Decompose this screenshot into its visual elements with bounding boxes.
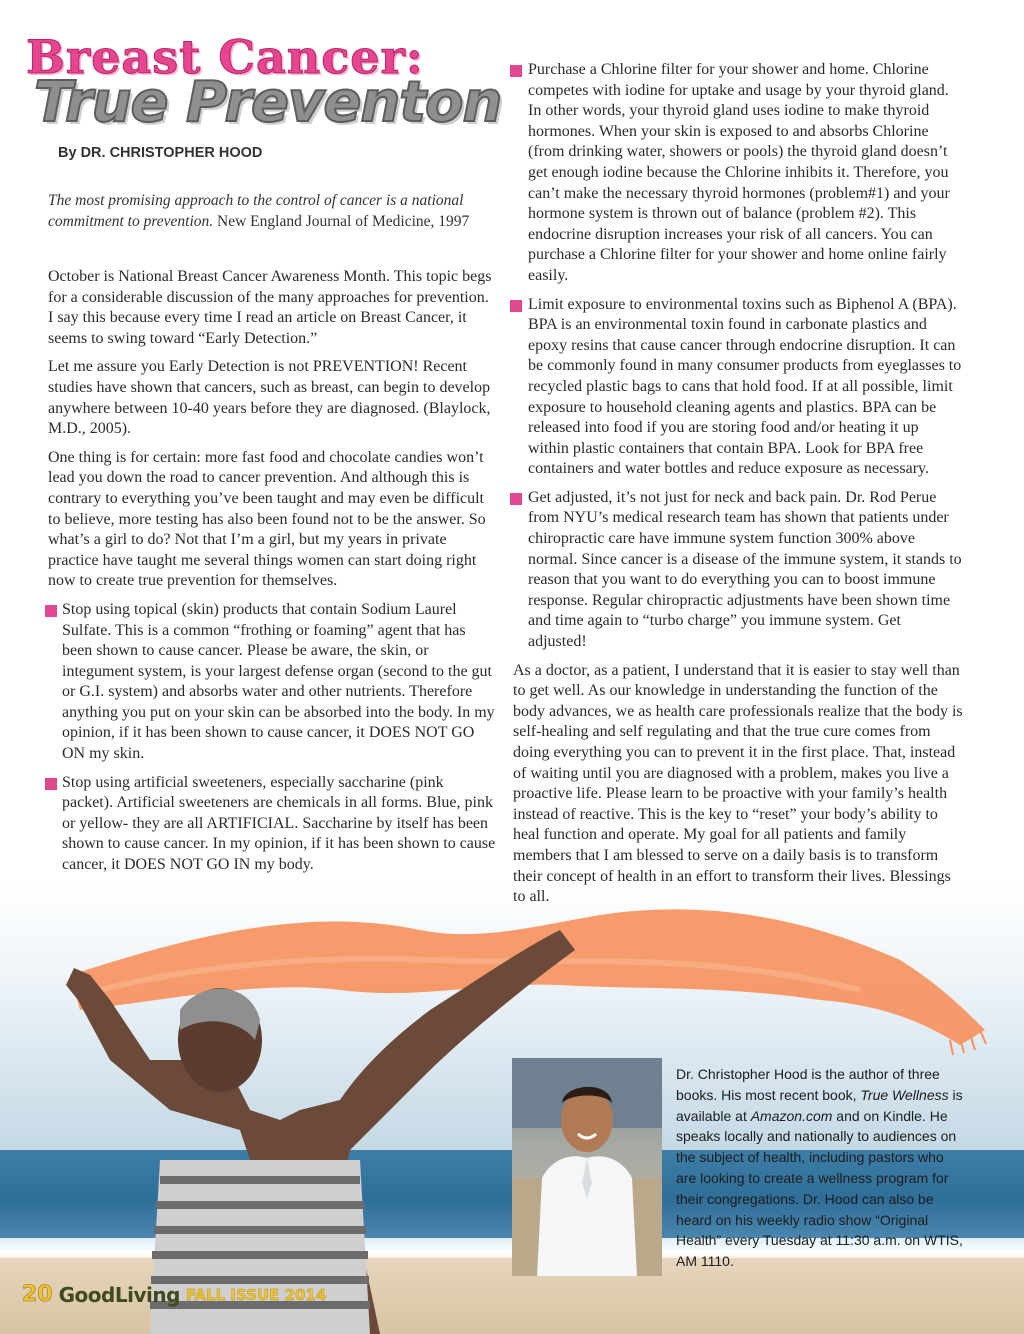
bullet-item	[48, 600, 496, 765]
bullet-text: Stop using topical (skin) products that contain Sodium Laurel Sulfate. This is a common “frothing or foaming” agent that has been shown to cause cancer. Please be aware, the skin, or integument system, is your largest defense organ (second to the gut or G.I. system) and absorbs water and other nutrients. Therefore anything you put on your skin can be absorbed into the body. In my opinion, if it has been shown to cause cancer, it DOES NOT GO ON my skin.	[62, 600, 495, 763]
book-title: True Wellness	[860, 1086, 949, 1103]
paragraph: Let me assure you Early Detection is not PREVENTION! Recent studies have shown that cancers, such as breast, can begin to develop anywhere between 10-40 years before they are diagnosed. (Blaylock, M.D., 2005).	[48, 358, 491, 438]
author-bio	[676, 1064, 966, 1272]
pink-bullet-square-icon	[510, 65, 522, 77]
left-column	[48, 267, 496, 884]
page-number: 20	[22, 1282, 53, 1307]
issue-label: FALL ISSUE 2014	[185, 1285, 327, 1304]
paragraph: October is National Breast Cancer Awareness Month. This topic begs for a considerable discussion of the many approaches for prevention. I say this because every time I read an article on Breast Cancer, it seems to swing toward “Early Detection.”	[48, 268, 492, 347]
pink-bullet-square-icon	[45, 605, 57, 617]
website-name: Amazon.com	[750, 1107, 833, 1124]
bio-text: and on Kindle. He speaks locally and nationally to audiences on the subject of health, including pastors who are looking to create a wellness program for their congregations. Dr. Hood can also be heard on his weekly radio show “Original Health” every Tuesday at 11:30 a.m. on WTIS, AM 1110.	[676, 1107, 963, 1270]
author-portrait-image	[512, 1058, 662, 1276]
bullet-text: Limit exposure to environmental toxins such as Biphenol A (BPA). BPA is an environmental toxin found in carbonate plastics and epoxy resins that cause cancer through endocrine disruption. It can be commonly found in many consumer products from eyeglasses to recycled plastic bags to cans that hold food. If at all possible, limit exposure to household cleaning agents and plastics. BPA can be released into food if you are storing food and/or heating it up within plastic containers that contain BPA. Look for BPA free containers and water bottles and reduce exposure as necessary.	[528, 295, 962, 478]
bullet-text: Stop using artificial sweeteners, especially saccharine (pink packet). Artificial sweeteners are chemicals in all forms. Blue, pink or yellow- they are all ARTIFICIAL. Saccharine by itself has been shown to cause cancer. In my opinion, if it has been shown to cause cancer, it DOES NOT GO IN my body.	[62, 773, 496, 874]
bio-text: is available at	[676, 1086, 963, 1124]
right-column	[513, 60, 963, 916]
magazine-brand: GoodLiving	[58, 1282, 180, 1307]
article-title-line1: Breast Cancer:	[26, 30, 424, 84]
bullet-item	[513, 60, 963, 287]
quote-source: New England Journal of Medicine, 1997	[217, 213, 470, 230]
bio-text: Dr. Christopher Hood is the author of three books. His most recent book,	[676, 1066, 940, 1103]
paragraph: One thing is for certain: more fast food and chocolate candies won’t lead you down the road to cancer prevention. And although this is contrary to everything you’ve been taught and may even be difficult to believe, more testing has also been found not to be the answer. So what’s a girl to do? Not that I’m a girl, but my years in private practice have taught me several things women can start doing right now to create true prevention for themselves.	[48, 448, 486, 590]
closing-paragraph: As a doctor, as a patient, I understand that it is easier to stay well than to get well. As our knowledge in understanding the function of the body advances, we as health care professionals realize that the body is self-healing and self regulating and that the true cure comes from doing everything you can to prevent it in the first place. That, instead of waiting until you are diagnosed with a problem, makes you live a proactive life. Please learn to be proactive with your family’s health instead of reactive. This is the key to “reset” your body’s ability to heal function and operate. My goal for all patients and family members that I am blessed to serve on a daily basis is to transform their concept of health in an effort to transform their lives. Blessings to all.	[513, 661, 963, 906]
opening-quote	[48, 190, 493, 232]
bullet-item	[513, 295, 963, 480]
article-title-line2: True Preventon	[34, 70, 502, 135]
bullet-text: Get adjusted, it’s not just for neck and back pain. Dr. Rod Perue from NYU’s medical research team has shown that patients under chiropractic care have immune system function 300% above normal. Since cancer is a disease of the immune system, it stands to reason that you want to do everything you can to boost immune response. Regular chiropractic adjustments have been shown time and time again to “turbo charge” you immune system. Get adjusted!	[528, 488, 962, 651]
pink-bullet-square-icon	[510, 493, 522, 505]
pink-bullet-square-icon	[510, 300, 522, 312]
pink-bullet-square-icon	[45, 778, 57, 790]
page-footer	[22, 1282, 326, 1316]
author-byline: By DR. CHRISTOPHER HOOD	[58, 145, 263, 161]
bullet-item	[48, 773, 496, 876]
bullet-item	[513, 488, 963, 653]
author-photo	[512, 1058, 662, 1276]
quote-text: The most promising approach to the control of cancer is a national commitment to prevention.	[48, 192, 464, 230]
bullet-text: Purchase a Chlorine filter for your shower and home. Chlorine competes with iodine for uptake and usage by your thyroid gland. In other words, your thyroid gland uses iodine to make thyroid hormones. When your skin is exposed to and absorbs Chlorine (from drinking water, showers or pools) the thyroid gland doesn’t get enough iodine because the Chlorine inhibits it. Therefore, you can’t make the necessary thyroid hormones (problem#1) and your hormone system is thrown out of balance (problem #2). This endocrine disruption increases your risk of all cancers. You can purchase a Chlorine filter for your shower and home online fairly easily.	[528, 61, 950, 284]
